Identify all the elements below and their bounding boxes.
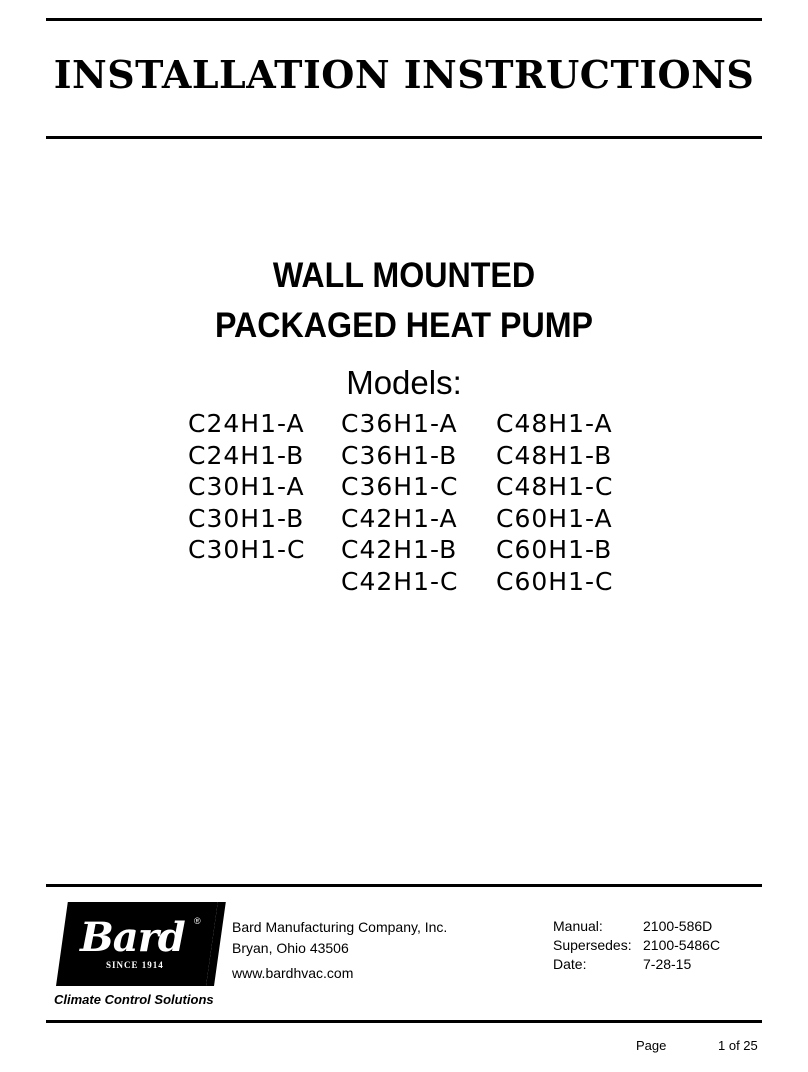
model-number: C60H1-B xyxy=(496,535,613,564)
model-column-1 xyxy=(188,408,341,597)
manual-label: Manual: xyxy=(553,918,603,934)
logo-wordmark: Bard xyxy=(80,914,185,961)
model-number: C30H1-B xyxy=(188,503,305,533)
title-rule xyxy=(46,136,762,139)
model-number: C36H1-B xyxy=(341,440,458,470)
model-number: C24H1-B xyxy=(188,440,305,470)
model-number: C24H1-A xyxy=(188,409,305,438)
supersedes-label: Supersedes: xyxy=(553,937,632,953)
model-number: C42H1-C xyxy=(341,566,459,596)
model-number: C48H1-A xyxy=(496,409,613,438)
model-column-2 xyxy=(341,408,496,597)
page-label: Page xyxy=(636,1038,667,1053)
logo-tagline: Climate Control Solutions xyxy=(54,992,214,1007)
page-value: 1 of 25 xyxy=(718,1038,758,1053)
product-name-line-1: WALL MOUNTED xyxy=(272,256,536,295)
model-number: C36H1-C xyxy=(341,472,459,501)
footer-top-rule xyxy=(46,884,762,887)
model-number: C30H1-C xyxy=(188,535,306,564)
manual-value: 2100-586D xyxy=(643,918,713,934)
page-number xyxy=(636,1038,758,1053)
model-number: C42H1-A xyxy=(341,503,458,533)
registered-mark: ® xyxy=(194,916,201,926)
company-address: Bryan, Ohio 43506 xyxy=(232,940,349,956)
model-number: C42H1-B xyxy=(341,535,458,564)
model-number: C30H1-A xyxy=(188,472,305,501)
document-title: INSTALLATION INSTRUCTIONS xyxy=(53,52,755,97)
product-name-line-2: PACKAGED HEAT PUMP xyxy=(214,306,594,345)
manual-info-row xyxy=(553,917,720,936)
company-website: www.bardhvac.com xyxy=(232,965,354,981)
date-value: 7-28-15 xyxy=(643,956,692,972)
footer-bottom-rule xyxy=(46,1020,762,1023)
logo-since-year: SINCE 1914 xyxy=(106,960,164,970)
top-rule xyxy=(46,18,762,21)
company-name: Bard Manufacturing Company, Inc. xyxy=(232,919,448,935)
model-number: C36H1-A xyxy=(341,409,458,438)
company-info xyxy=(232,917,447,984)
models-list xyxy=(188,408,646,597)
model-column-3 xyxy=(496,408,646,597)
supersedes-value: 2100-5486C xyxy=(643,937,721,953)
model-number: C60H1-C xyxy=(496,566,614,596)
manual-info xyxy=(553,917,720,974)
bard-logo xyxy=(54,900,224,1008)
model-number: C60H1-A xyxy=(496,503,613,533)
manual-info-row xyxy=(553,936,720,955)
model-number: C48H1-C xyxy=(496,472,614,501)
date-label: Date: xyxy=(553,956,587,972)
models-heading: Models: xyxy=(346,364,462,401)
manual-info-row xyxy=(553,955,720,974)
model-number: C48H1-B xyxy=(496,440,613,470)
